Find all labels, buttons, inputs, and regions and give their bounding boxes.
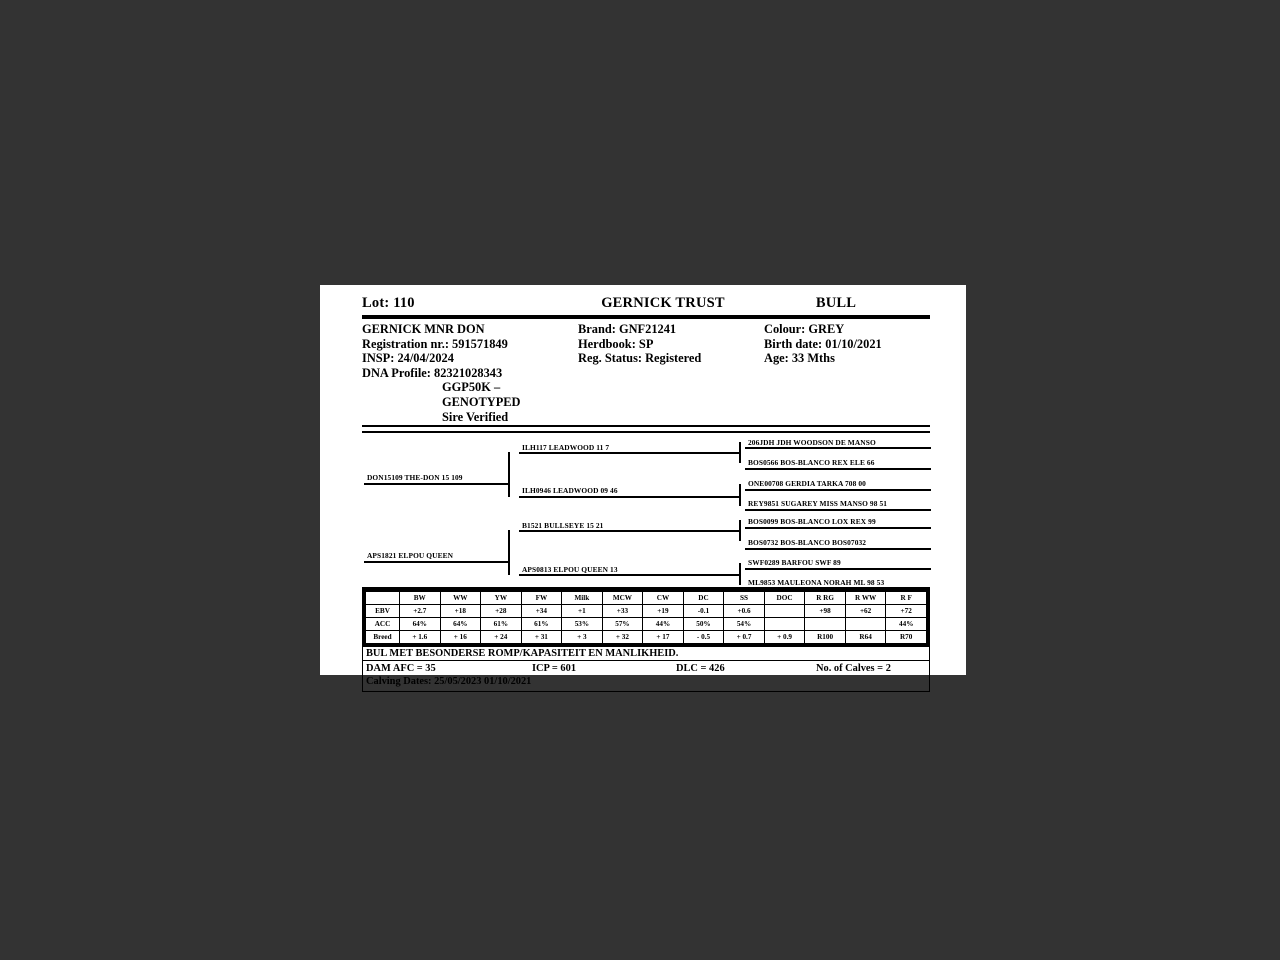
herdbook: Herdbook: SP [578,336,654,351]
pedigree-line [508,530,510,575]
pedigree-line [364,483,510,485]
ebv-cell: +19 [643,605,684,618]
birth-date: Birth date: 01/10/2021 [764,336,882,351]
ebv-cell: +0.6 [724,605,765,618]
ebv-header-row [366,592,927,605]
ebv-cell: + 17 [643,631,684,644]
pedigree-line [519,530,741,532]
animal-name: GERNICK MNR DON [362,322,485,336]
sire-verified-label: Sire Verified [442,409,509,424]
pedigree-line [745,527,931,529]
ebv-cell [764,618,805,631]
ebv-col-header: BW [400,592,441,605]
ebv-cell: +33 [602,605,643,618]
ebv-row-label: ACC [366,618,400,631]
ebv-corner-cell [366,592,400,605]
pedigree-line [745,568,931,570]
ebv-cell [805,618,846,631]
calving-dates: Calving Dates: 25/05/2023 01/10/2021 [366,676,532,688]
info-column-left [362,322,578,424]
ebv-cell [764,605,805,618]
ebv-col-header: R F [886,592,927,605]
pedigree-dam-dam: APS0813 ELPOU QUEEN 13 [522,565,618,575]
ebv-cell: - 0.5 [683,631,724,644]
catalogue-page [320,285,966,688]
dam-afc: DAM AFC = 35 [366,663,436,675]
pedigree-sire-dam: ILH0946 LEADWOOD 09 46 [522,486,618,496]
registration-nr: Registration nr.: 591571849 [362,336,508,351]
ebv-table-container [362,587,930,647]
ebv-cell: +72 [886,605,927,618]
title-row [362,295,930,313]
ebv-cell: 54% [724,618,765,631]
pedigree-sire-sire: ILH117 LEADWOOD 11 7 [522,443,610,453]
pedigree-line [745,548,931,550]
icp: ICP = 601 [532,663,577,675]
pedigree-line [508,452,510,497]
pedigree-line [739,442,741,463]
pedigree-gp-8: ML9853 MAULEONA NORAH ML 98 53 [748,578,885,588]
ebv-cell: 64% [440,618,481,631]
pedigree-gp-7: SWF0289 BARFOU SWF 89 [748,558,841,568]
pedigree-dam-sire: B1521 BULLSEYE 15 21 [522,521,604,531]
ebv-col-header: R RG [805,592,846,605]
ebv-cell: R64 [845,631,886,644]
ebv-cell: 44% [643,618,684,631]
ebv-cell: +62 [845,605,886,618]
ebv-table [365,591,927,644]
dna-profile: DNA Profile: 82321028343 [362,365,503,380]
pedigree-line [519,452,741,454]
ebv-row [366,605,927,618]
pedigree-gp-3: ONE00708 GERDIA TARKA 708 00 [748,479,866,489]
info-block [362,319,930,424]
pedigree-tree [362,435,930,587]
animal-sex: BULL [815,295,857,311]
ebv-col-header: DOC [764,592,805,605]
info-column-middle [578,322,764,424]
info-column-right [764,322,930,424]
lot-number: Lot: 110 [362,295,415,311]
pedigree-line [739,484,741,506]
genotype-label: GGP50K – GENOTYPED [442,380,521,409]
ebv-col-header: MCW [602,592,643,605]
ebv-cell: 53% [562,618,603,631]
pedigree-line [745,489,931,491]
brand: Brand: GNF21241 [578,322,677,336]
ebv-cell: -0.1 [683,605,724,618]
ebv-cell: + 16 [440,631,481,644]
footer-stats-row [366,662,926,675]
reg-status: Reg. Status: Registered [578,351,702,366]
page-inner [362,295,930,692]
ebv-col-header: Milk [562,592,603,605]
pedigree-gp-6: BOS0732 BOS-BLANCO BOS07032 [748,538,867,548]
info-divider [362,425,930,433]
ebv-col-header: WW [440,592,481,605]
pedigree-dam: APS1821 ELPOU QUEEN [367,551,454,561]
ebv-cell: + 32 [602,631,643,644]
pedigree-gp-5: BOS0099 BOS-BLANCO LOX REX 99 [748,517,876,527]
ebv-cell: R100 [805,631,846,644]
ebv-row [366,618,927,631]
pedigree-line [745,447,931,449]
ebv-cell: 44% [886,618,927,631]
ebv-cell: +18 [440,605,481,618]
pedigree-line [739,563,741,585]
ebv-cell: 50% [683,618,724,631]
ebv-cell: +34 [521,605,562,618]
ebv-cell: +1 [562,605,603,618]
ebv-cell: 61% [521,618,562,631]
calves-count: No. of Calves = 2 [816,663,891,675]
ebv-col-header: CW [643,592,684,605]
ebv-cell: + 3 [562,631,603,644]
colour: Colour: GREY [764,322,845,336]
ebv-cell: +2.7 [400,605,441,618]
ebv-table-head [366,592,927,605]
ebv-col-header: YW [481,592,522,605]
ebv-row-label: EBV [366,605,400,618]
ebv-cell: +98 [805,605,846,618]
ebv-cell: R70 [886,631,927,644]
dlc: DLC = 426 [676,663,725,675]
ebv-col-header: SS [724,592,765,605]
pedigree-line [519,496,741,498]
ebv-cell: +28 [481,605,522,618]
pedigree-line [364,561,510,563]
pedigree-sire: DON15109 THE-DON 15 109 [367,473,463,483]
ebv-cell: 64% [400,618,441,631]
ebv-table-body [366,605,927,644]
age: Age: 33 Mths [764,351,835,366]
footer-block [362,661,930,692]
ebv-row [366,631,927,644]
breeder-name: GERNICK TRUST [601,295,725,311]
ebv-cell: 57% [602,618,643,631]
pedigree-gp-1: 206JDH JDH WOODSON DE MANSO [748,438,876,448]
pedigree-gp-2: BOS0566 BOS-BLANCO REX ELE 66 [748,458,875,468]
pedigree-gp-4: REY9851 SUGAREY MISS MANSO 98 51 [748,499,888,509]
pedigree-line [745,509,931,511]
inspection-date: INSP: 24/04/2024 [362,351,454,366]
ebv-cell: + 0.9 [764,631,805,644]
ebv-col-header: DC [683,592,724,605]
pedigree-line [739,520,741,541]
ebv-cell [845,618,886,631]
ebv-cell: + 31 [521,631,562,644]
ebv-row-label: Breed [366,631,400,644]
ebv-cell: 61% [481,618,522,631]
ebv-cell: + 1.6 [400,631,441,644]
ebv-cell: + 0.7 [724,631,765,644]
pedigree-line [745,468,931,470]
ebv-col-header: R WW [845,592,886,605]
ebv-cell: + 24 [481,631,522,644]
pedigree-line [519,574,741,576]
ebv-col-header: FW [521,592,562,605]
remark-note: BUL MET BESONDERSE ROMP/KAPASITEIT EN MANLIKHEID. [362,647,930,661]
